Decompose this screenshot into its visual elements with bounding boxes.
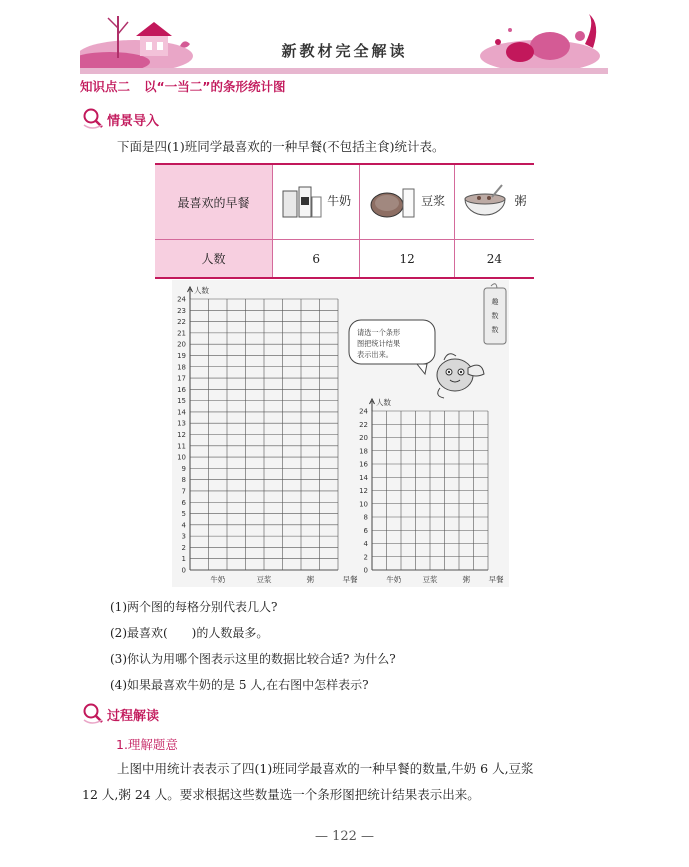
process-sub-title: 1.理解题意: [116, 737, 178, 752]
y-tick-label: 14: [177, 408, 186, 417]
y-tick-label: 10: [359, 500, 368, 509]
table-cell-porridge: [454, 164, 534, 240]
y-tick-label: 11: [177, 442, 186, 451]
y-tick-label: 14: [359, 473, 368, 482]
bookmark-char-3: 数: [491, 326, 499, 334]
knowledge-point-heading: [80, 77, 285, 95]
y-tick-label: 7: [181, 487, 186, 496]
bookmark-char-2: 数: [491, 312, 499, 320]
y-tick-label: 1: [181, 555, 186, 564]
question-2: (2)最喜欢( )的人数最多。: [110, 626, 269, 640]
y-tick-label: 24: [359, 407, 368, 416]
speech-bubble: [349, 320, 435, 374]
table-header-breakfast: 最喜欢的早餐: [155, 164, 273, 240]
speech-line-2: 图把统计结果: [357, 339, 401, 348]
y-tick-label: 15: [177, 397, 186, 406]
right-grid-chart: [359, 397, 504, 584]
y-tick-label: 23: [177, 306, 186, 315]
y-tick-label: 19: [177, 351, 186, 360]
y-tick-label: 8: [363, 513, 368, 522]
bookmark-tag: [484, 284, 506, 344]
cartoon-character-icon: [437, 354, 484, 398]
y-tick-label: 6: [181, 498, 186, 507]
table-item-milk: 牛奶: [327, 194, 352, 208]
table-item-porridge: 粥: [514, 194, 527, 208]
table-row: [155, 164, 534, 240]
process-section-title: 过程解读: [107, 709, 160, 724]
speech-line-1: 请选一个条形: [357, 328, 401, 337]
x-tick-label: 牛奶: [386, 575, 402, 584]
y-tick-label: 2: [181, 543, 186, 552]
y-axis-label: 人数: [194, 286, 209, 295]
header-title: 新教材完全解读: [281, 42, 408, 60]
table-header-count: 人数: [155, 240, 273, 279]
table-row: [155, 240, 534, 279]
charts-svg: [172, 280, 509, 587]
y-tick-label: 20: [359, 434, 368, 442]
knowledge-point-label: 知识点二: [80, 79, 131, 94]
x-tick-label: 粥: [462, 575, 470, 584]
header-decoration: [80, 6, 608, 72]
y-tick-label: 0: [181, 566, 186, 575]
table-count-milk: 6: [273, 240, 360, 279]
y-tick-label: 12: [359, 487, 368, 495]
magnifier-icon: [82, 702, 104, 724]
milk-icon: [281, 183, 323, 219]
question-1: (1)两个图的每格分别代表几人?: [110, 600, 278, 614]
y-tick-label: 12: [177, 431, 186, 439]
soymilk-icon: [369, 183, 417, 219]
breakfast-table: [155, 163, 534, 279]
y-tick-label: 18: [177, 363, 186, 372]
process-paragraph-line-1: 上图中用统计表表示了四(1)班同学最喜欢的一种早餐的数量,牛奶 6 人,豆浆: [117, 761, 534, 776]
y-tick-label: 9: [181, 464, 186, 473]
y-tick-label: 2: [363, 553, 368, 562]
x-tick-label: 豆浆: [256, 575, 272, 584]
y-tick-label: 24: [177, 295, 186, 304]
table-cell-soymilk: [360, 164, 455, 240]
y-tick-label: 22: [359, 420, 368, 429]
header-band: [80, 68, 608, 74]
question-3: (3)你认为用哪个图表示这里的数据比较合适? 为什么?: [110, 652, 396, 666]
bookmark-char-1: 趣: [491, 298, 499, 306]
x-tick-label: 牛奶: [210, 575, 226, 584]
y-tick-label: 21: [177, 329, 186, 338]
speech-line-3: 表示出来。: [357, 350, 393, 359]
y-tick-label: 13: [177, 419, 186, 428]
x-tick-label: 豆浆: [422, 575, 438, 584]
scenario-section-title: 情景导入: [107, 114, 160, 129]
table-count-porridge: 24: [454, 240, 534, 279]
x-tick-label: 粥: [306, 575, 314, 584]
table-count-soymilk: 12: [360, 240, 455, 279]
y-tick-label: 3: [181, 532, 186, 541]
x-axis-label: 早餐: [342, 575, 358, 584]
y-tick-label: 22: [177, 318, 186, 327]
y-tick-label: 17: [177, 374, 186, 383]
y-tick-label: 20: [177, 340, 186, 349]
y-tick-label: 16: [359, 460, 368, 469]
porridge-bowl-icon: [462, 183, 508, 219]
magnifier-icon: [82, 107, 104, 129]
y-tick-label: 10: [177, 453, 186, 462]
y-axis-label: 人数: [376, 398, 391, 407]
process-paragraph-line-2: 12 人,粥 24 人。要求根据这些数量选一个条形图把统计结果表示出来。: [82, 787, 480, 802]
scenario-intro: 下面是四(1)班同学最喜欢的一种早餐(不包括主食)统计表。: [117, 139, 445, 154]
left-grid-chart: [177, 285, 358, 584]
y-tick-label: 18: [359, 447, 368, 456]
y-tick-label: 4: [363, 540, 368, 548]
y-tick-label: 8: [181, 476, 186, 485]
y-tick-label: 16: [177, 385, 186, 394]
x-axis-label: 早餐: [488, 575, 504, 584]
y-tick-label: 5: [181, 510, 186, 519]
question-4: (4)如果最喜欢牛奶的是 5 人,在右图中怎样表示?: [110, 678, 369, 692]
table-cell-milk: [273, 164, 360, 240]
table-item-soymilk: 豆浆: [421, 194, 446, 208]
knowledge-point-title: 以“一当二”的条形统计图: [144, 79, 286, 94]
y-tick-label: 6: [363, 526, 368, 535]
page-number: — 122 —: [314, 829, 375, 844]
y-tick-label: 4: [181, 521, 186, 530]
y-tick-label: 0: [363, 566, 368, 575]
